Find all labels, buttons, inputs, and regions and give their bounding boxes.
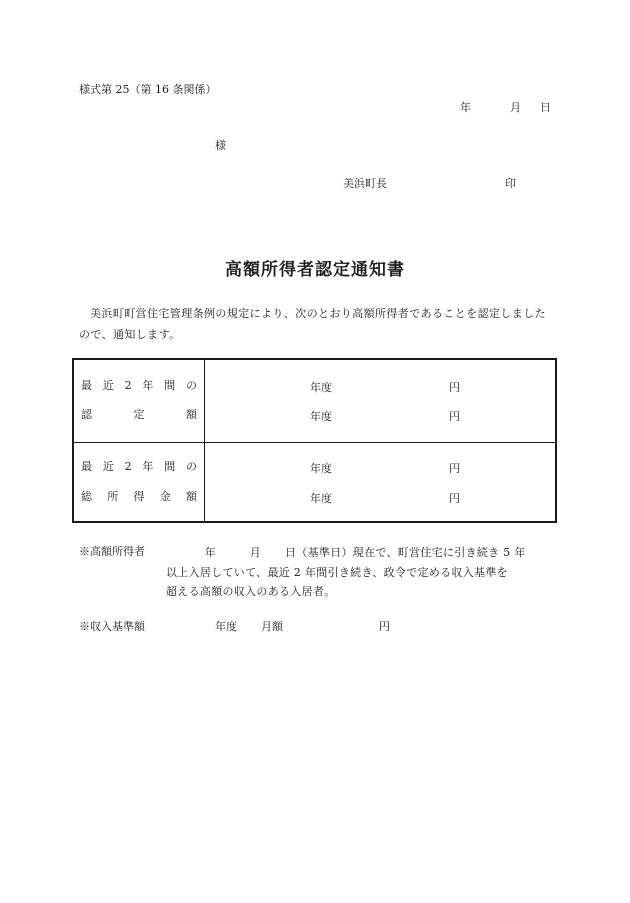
issuer — [343, 175, 516, 191]
form-number: 様式第 25（第 16 条関係） — [79, 83, 217, 96]
label-char: 額 — [186, 490, 197, 503]
fiscal-year-label: 年度 — [310, 381, 332, 394]
issue-date — [460, 99, 551, 115]
note-date-year: 年 — [204, 546, 216, 559]
label-char: 最 — [81, 379, 92, 392]
note-high-income-text — [166, 543, 556, 602]
income-standard-fiscal-year: 年度 — [215, 620, 237, 633]
label-char: 額 — [186, 408, 197, 421]
label-line-total-income — [81, 490, 197, 504]
label-char: 2 — [124, 460, 132, 473]
label-cell-certified-amount — [73, 359, 205, 443]
note-income-standard-text — [215, 618, 390, 634]
label-line-certified-amount — [81, 408, 197, 422]
value-line — [310, 379, 460, 395]
seal-mark: 印 — [505, 177, 516, 190]
label-char: 所 — [107, 490, 119, 503]
note-date-month: 月 — [249, 546, 261, 559]
note-line-3: 超える高額の収入のある入居者。 — [166, 585, 336, 598]
label-char: 定 — [133, 408, 145, 421]
table-row-total-income — [73, 443, 556, 523]
label-char: の — [185, 460, 197, 473]
label-char: 最 — [81, 460, 92, 473]
fiscal-year-label: 年度 — [310, 410, 332, 423]
value-line — [310, 490, 460, 506]
body-text: 美浜町町営住宅管理条例の規定により、次のとおり高額所得者であることを認定しましたので、通知します。 — [79, 307, 546, 341]
label-char: 間 — [164, 460, 176, 473]
income-standard-monthly: 月額 — [261, 620, 283, 633]
label-char: 2 — [124, 379, 132, 392]
label-char: 近 — [102, 379, 114, 392]
value-cell-certified-amount — [205, 359, 557, 443]
label-char: 得 — [133, 490, 145, 503]
fiscal-year-label: 年度 — [310, 492, 332, 505]
label-char: 総 — [81, 490, 92, 503]
income-standard-yen: 円 — [379, 620, 390, 633]
label-char: の — [185, 379, 197, 392]
yen-label: 円 — [449, 381, 460, 394]
yen-label: 円 — [449, 492, 460, 505]
note-income-standard-heading: ※収入基準額 — [79, 620, 145, 633]
note-high-income-heading: ※高額所得者 — [79, 545, 145, 558]
label-char: 年 — [142, 379, 154, 392]
fiscal-year-label: 年度 — [310, 462, 332, 475]
addressee-suffix: 様 — [215, 139, 226, 152]
value-line — [310, 408, 460, 424]
yen-label: 円 — [449, 410, 460, 423]
label-cell-total-income — [73, 443, 205, 523]
label-char: 近 — [102, 460, 114, 473]
date-day-label: 日 — [540, 101, 551, 114]
label-line-recent-two-years — [81, 379, 197, 393]
date-month-label: 月 — [510, 101, 521, 114]
table-row-certified-amount — [73, 359, 556, 443]
label-line-recent-two-years — [81, 460, 197, 474]
date-year-label: 年 — [460, 101, 471, 114]
note-date-day: 日（基準日）現在で、町営住宅に引き続き 5 年 — [285, 546, 526, 559]
yen-label: 円 — [449, 462, 460, 475]
income-table — [72, 358, 557, 523]
value-line — [310, 460, 460, 476]
document-title: 高額所得者認定通知書 — [225, 260, 405, 280]
label-char: 間 — [164, 379, 176, 392]
label-char: 金 — [159, 490, 171, 503]
value-cell-total-income — [205, 443, 557, 523]
note-line-2: 以上入居していて、最近 2 年間引き続き、政令で定める収入基準を — [166, 565, 508, 579]
label-char: 認 — [81, 408, 92, 421]
issuer-name: 美浜町長 — [343, 177, 387, 190]
label-char: 年 — [142, 460, 154, 473]
